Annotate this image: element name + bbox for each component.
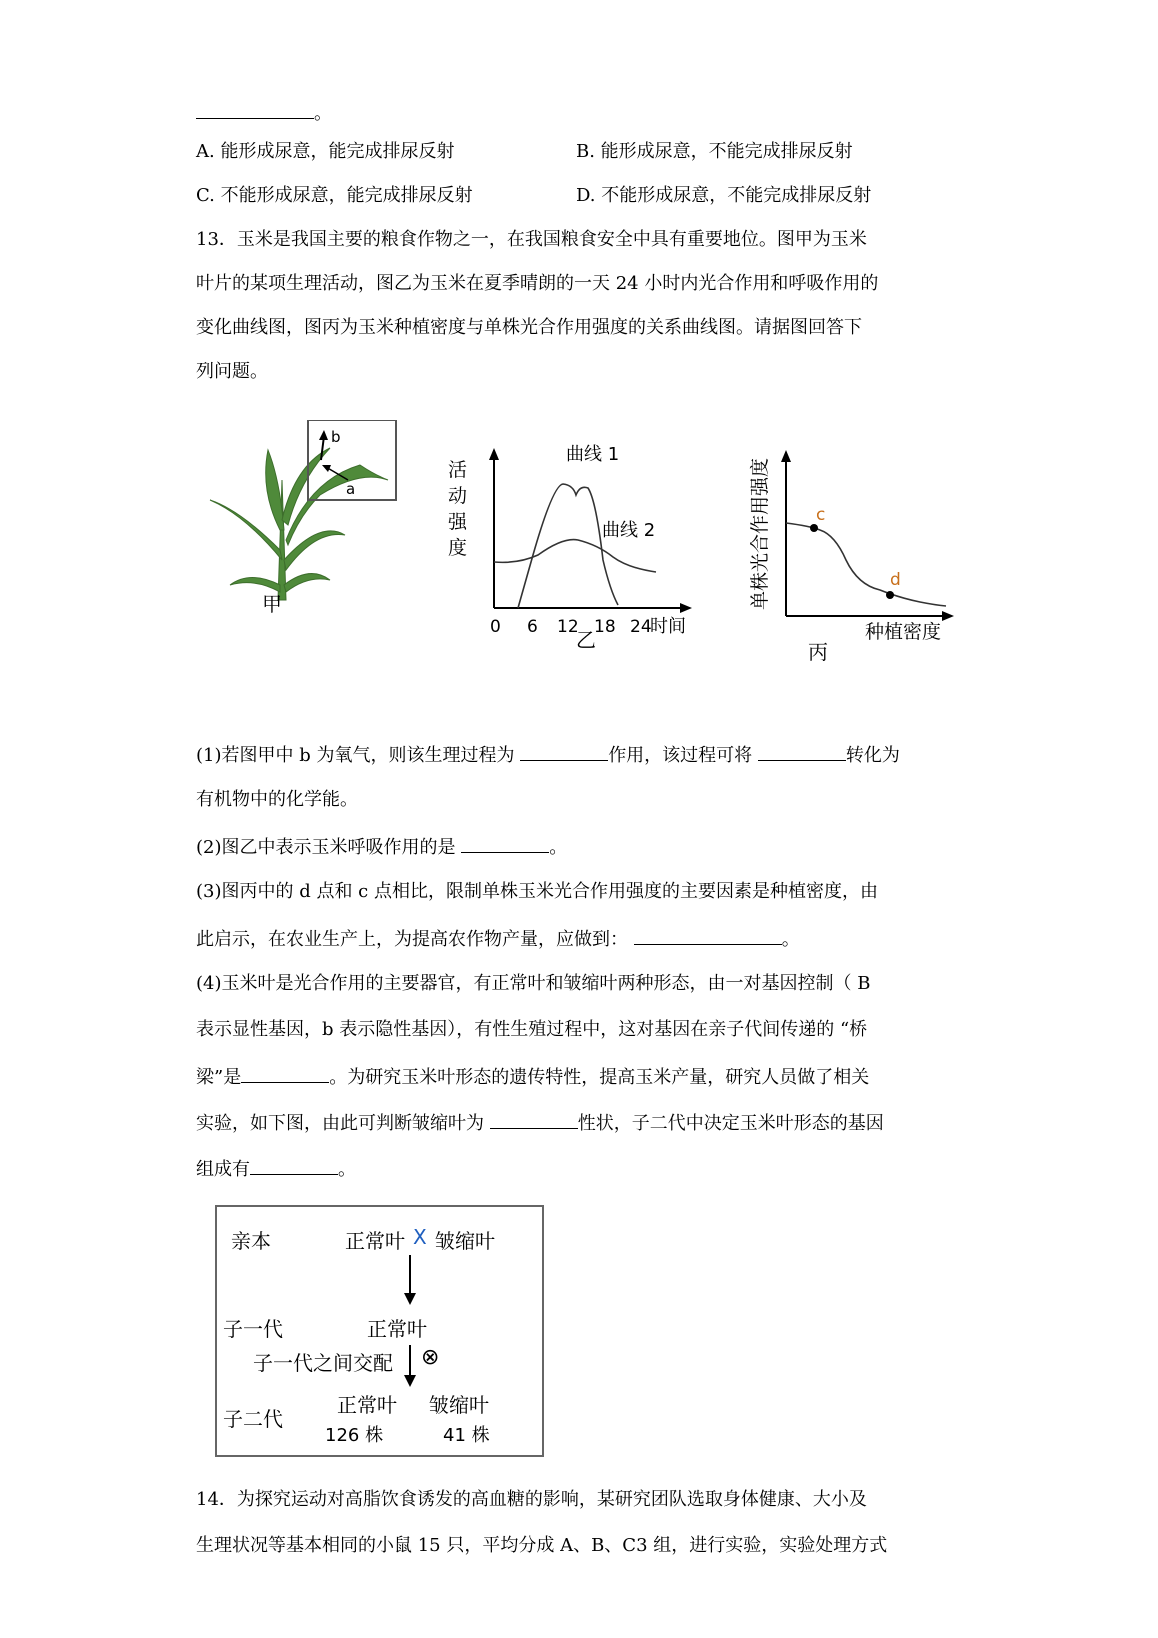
answer-blank	[634, 926, 782, 945]
sub4-line	[196, 1064, 869, 1090]
option-d: D. 不能形成尿意，不能完成排尿反射	[576, 185, 872, 206]
mating-label: 子一代之间交配	[253, 1351, 393, 1375]
answer-blank	[520, 742, 608, 761]
sub4-line: 表示显性基因，b 表示隐性基因），有性生殖过程中，这对基因在亲子代间传递的 “桥	[196, 1019, 868, 1040]
arrow-down-icon	[409, 1255, 411, 1295]
text: 转化为	[845, 745, 900, 766]
label-c: c	[816, 505, 826, 525]
parent-a: 正常叶	[345, 1229, 405, 1253]
y-axis-label: 单株光合作用强度	[749, 457, 771, 610]
f2-label: 子二代	[223, 1407, 283, 1431]
figure-jia-corn-plant	[200, 420, 420, 620]
text: 。	[549, 837, 568, 858]
curve-1-label: 曲线 1	[566, 444, 620, 465]
text: 组成有	[196, 1159, 250, 1180]
f2-wrinkled: 皱缩叶	[429, 1393, 489, 1417]
text: 。为研究玉米叶形态的遗传特性，提高玉米产量，研究人员做了相关	[329, 1067, 870, 1088]
text: 。	[781, 929, 800, 950]
caption-bing: 丙	[808, 640, 828, 664]
answer-blank	[758, 742, 846, 761]
f2-normal-count: 126 株	[325, 1425, 384, 1446]
point-d	[886, 591, 894, 599]
curve-1	[518, 484, 618, 608]
x-tick: 6	[527, 617, 538, 637]
arrow-head	[404, 1293, 416, 1305]
label-a: a	[346, 480, 356, 498]
y-label-char: 活	[448, 459, 468, 481]
parent-b: 皱缩叶	[435, 1229, 495, 1253]
x-ticks	[490, 617, 652, 637]
f2-wrinkled-count: 41 株	[443, 1425, 490, 1446]
punct: 。	[314, 103, 332, 124]
sub1-line2: 有机物中的化学能。	[196, 789, 358, 810]
q13-stem-line: 列问题。	[196, 361, 268, 382]
curve-2	[494, 540, 656, 572]
sub3-line: (3)图丙中的 d 点和 c 点相比，限制单株玉米光合作用强度的主要因素是种植密度，由	[196, 881, 878, 902]
x-axis-label: 种植密度	[865, 621, 942, 640]
text: 实验，如下图，由此可判断皱缩叶为	[196, 1113, 490, 1134]
text: 。	[338, 1159, 356, 1180]
y-label-char: 动	[448, 485, 468, 507]
f1-label: 子一代	[223, 1317, 283, 1341]
corn-plant-icon	[210, 448, 388, 600]
cross-diagram	[215, 1205, 544, 1457]
sub4-line: (4)玉米叶是光合作用的主要器官，有正常叶和皱缩叶两种形态，由一对基因控制（ B	[196, 973, 871, 994]
x-tick: 18	[594, 617, 616, 637]
figure-yi-chart	[438, 440, 698, 640]
x-axis-arrow	[942, 611, 954, 621]
x-tick: 12	[557, 617, 579, 637]
parent-label: 亲本	[231, 1229, 271, 1253]
density-curve	[786, 523, 946, 606]
f1-value: 正常叶	[367, 1317, 427, 1341]
answer-blank	[490, 1110, 578, 1129]
self-cross-icon: ⊗	[421, 1345, 440, 1370]
text: 性状，子二代中决定玉米叶形态的基因	[577, 1113, 884, 1134]
text: (2)图乙中表示玉米呼吸作用的是	[196, 837, 462, 858]
answer-blank-line	[196, 100, 332, 126]
option-a: A. 能形成尿意，能完成排尿反射	[196, 141, 455, 162]
sub2-line	[196, 834, 567, 860]
option-b: B. 能形成尿意，不能完成排尿反射	[576, 141, 853, 162]
text: 此启示，在农业生产上，为提高农作物产量，应做到：	[196, 929, 634, 950]
answer-blank	[196, 100, 314, 119]
label-d: d	[890, 570, 901, 590]
y-label-char: 强	[448, 511, 468, 533]
answer-blank	[241, 1064, 329, 1083]
x-tick: 24	[630, 617, 652, 637]
cross-symbol: X	[413, 1225, 427, 1249]
y-axis-arrow	[781, 450, 791, 462]
point-c	[810, 524, 818, 532]
text: 作用，该过程可将	[608, 745, 758, 766]
answer-blank	[461, 834, 549, 853]
answer-blank	[250, 1156, 338, 1175]
q13-stem-line: 叶片的某项生理活动，图乙为玉米在夏季晴朗的一天 24 小时内光合作用和呼吸作用的	[196, 273, 879, 294]
x-axis-arrow	[680, 603, 692, 613]
figure-bing-chart	[740, 420, 960, 640]
sub4-line	[196, 1110, 884, 1136]
caption-yi: 乙	[576, 628, 596, 652]
text: (1)若图甲中 b 为氧气，则该生理过程为	[196, 745, 521, 766]
sub4-line	[196, 1156, 356, 1182]
y-axis-arrow	[489, 448, 499, 460]
x-axis-label: 时间	[650, 616, 686, 637]
f2-normal: 正常叶	[337, 1393, 397, 1417]
label-b: b	[331, 428, 341, 446]
caption-jia: 甲	[262, 592, 282, 616]
q13-stem-line: 变化曲线图，图丙为玉米种植密度与单株光合作用强度的关系曲线图。请据图回答下	[196, 317, 862, 338]
arrow-down-icon	[409, 1345, 411, 1377]
x-tick: 0	[490, 617, 501, 637]
q14-stem-line: 14．为探究运动对高脂饮食诱发的高血糖的影响，某研究团队选取身体健康、大小及	[196, 1489, 867, 1510]
text: 梁”是	[196, 1067, 242, 1088]
sub1-line	[196, 742, 900, 768]
arrow-head	[404, 1375, 416, 1387]
sub3-line2	[196, 926, 800, 952]
curve-2-label: 曲线 2	[602, 520, 656, 541]
q14-stem-line: 生理状况等基本相同的小鼠 15 只，平均分成 A、B、C3 组，进行实验，实验处理方式	[196, 1535, 888, 1556]
option-c: C. 不能形成尿意，能完成排尿反射	[196, 185, 473, 206]
q13-stem-line: 13．玉米是我国主要的粮食作物之一，在我国粮食安全中具有重要地位。图甲为玉米	[196, 229, 867, 250]
y-label-char: 度	[448, 537, 468, 559]
